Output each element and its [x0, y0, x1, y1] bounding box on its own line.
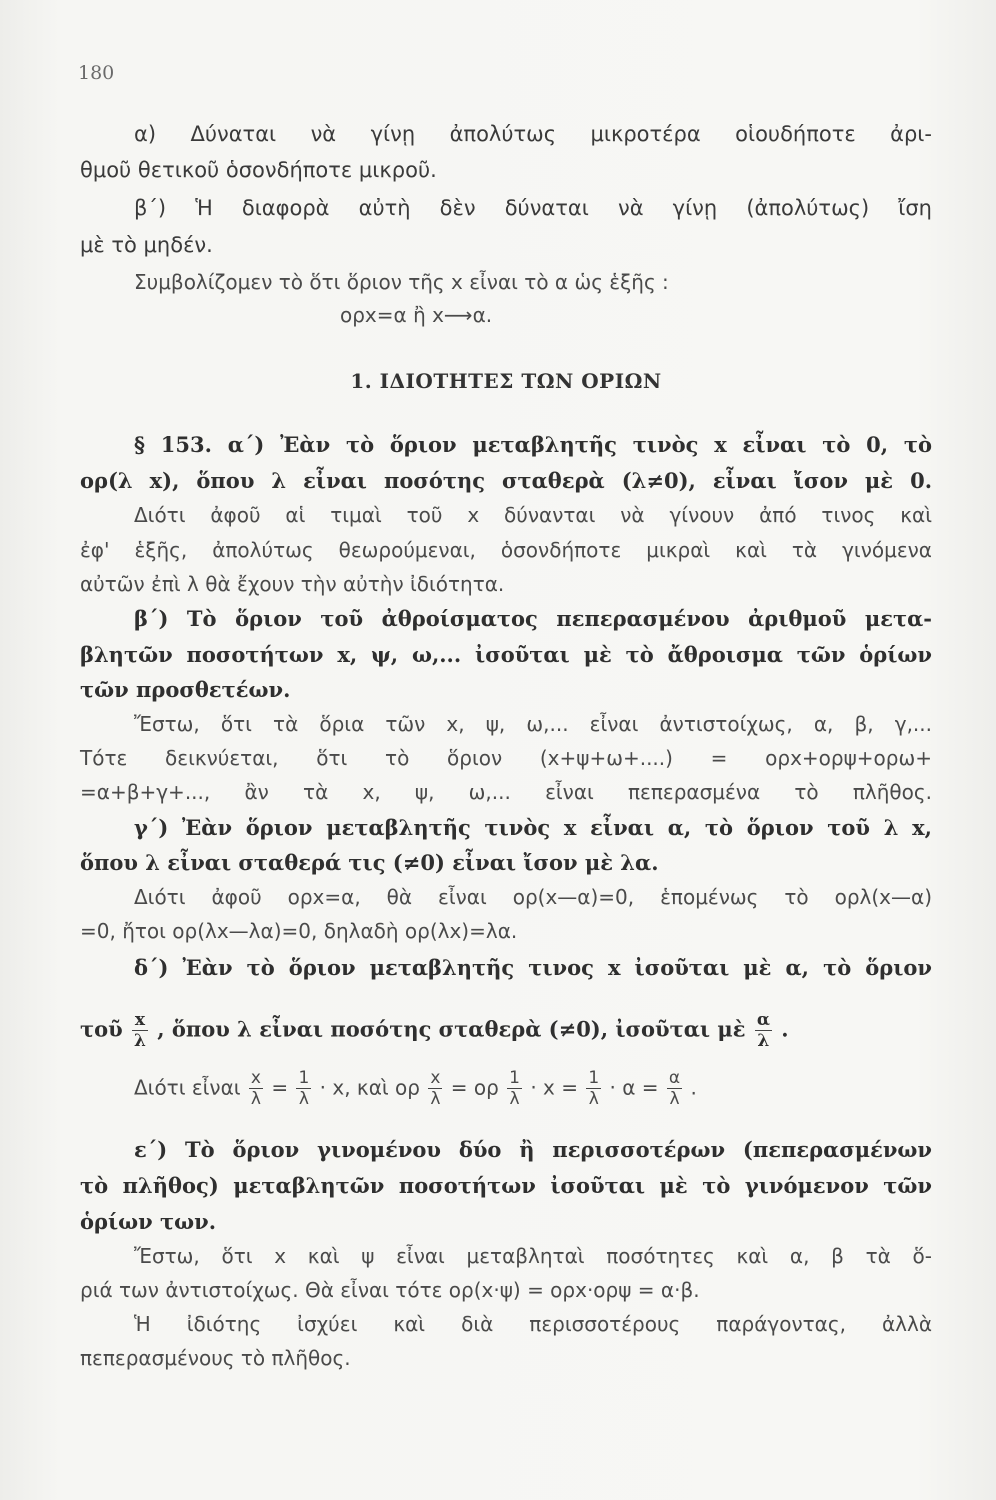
fraction-numerator: x — [250, 1068, 261, 1088]
fraction-numerator: α — [668, 1068, 681, 1088]
fraction — [507, 1070, 522, 1108]
text-segment: τοῦ — [80, 1016, 123, 1042]
text-line: τῶν προσθετέων. — [80, 677, 291, 702]
text-segment: · α = — [609, 1075, 659, 1100]
fraction-denominator: λ — [250, 1089, 261, 1109]
fraction-numerator: α — [756, 1010, 770, 1030]
fraction-denominator: λ — [430, 1089, 441, 1109]
fraction — [586, 1070, 601, 1108]
fraction-numerator: 1 — [588, 1068, 600, 1088]
fraction-denominator: λ — [757, 1031, 770, 1051]
text-segment: = ορ — [450, 1075, 499, 1100]
text-segment: , ὅπου λ εἶναι ποσότης σταθερὰ (≠0), ἰσοῦται μὲ — [157, 1016, 746, 1042]
fraction-denominator: λ — [509, 1089, 520, 1109]
text-line: § 153. α΄) Ἐὰν τὸ ὅριον μεταβλητῆς τινὸς x εἶναι τὸ 0, τὸ — [134, 432, 932, 457]
text-line: Ἔστω, ὅτι τὰ ὅρια τῶν x, ψ, ω,... εἶναι ἀντιστοίχως, α, β, γ,... — [134, 712, 932, 736]
text-segment: Διότι εἶναι — [134, 1075, 241, 1100]
fraction-denominator: λ — [669, 1089, 680, 1109]
text-line: β΄) Ἡ διαφορὰ αὐτὴ δὲν δύναται νὰ γίνῃ (ἀπολύτως) ἴση — [134, 196, 932, 220]
fraction-numerator: 1 — [298, 1068, 310, 1088]
fraction — [667, 1070, 682, 1108]
page-number: 180 — [78, 62, 115, 84]
text-segment: · x = — [530, 1075, 578, 1100]
text-line: ε΄) Τὸ ὅριον γινομένου δύο ἢ περισσοτέρων (πεπερασμένων — [134, 1137, 932, 1162]
text-line: πεπερασμένους τὸ πλῆθος. — [80, 1346, 351, 1370]
text-line: τὸ πλῆθος) μεταβλητῶν ποσοτήτων ἰσοῦται μὲ τὸ γινόμενον τῶν — [80, 1173, 932, 1198]
text-line: =0, ἤτοι ορ(λx—λα)=0, δηλαδὴ ορ(λx)=λα. — [80, 919, 518, 943]
text-segment: = — [271, 1075, 289, 1100]
text-line: Τότε δεικνύεται, ὅτι τὸ ὅριον (x+ψ+ω+....) = ορx+ορψ+ορω+ — [80, 746, 932, 770]
fraction-numerator: x — [430, 1068, 441, 1088]
text-line: ὅπου λ εἶναι σταθερά τις (≠0) εἶναι ἴσον μὲ λα. — [80, 850, 659, 875]
text-line: β΄) Τὸ ὅριον τοῦ ἀθροίσματος πεπερασμένου ἀριθμοῦ μετα- — [134, 606, 932, 631]
text-line: Ἡ ἰδιότης ἰσχύει καὶ διὰ περισσοτέρους παράγοντας, ἀλλὰ — [134, 1312, 932, 1336]
text-segment: · x, καὶ ορ — [319, 1075, 420, 1100]
text-line: βλητῶν ποσοτήτων x, ψ, ω,... ἰσοῦται μὲ τὸ ἄθροισμα τῶν ὁρίων — [80, 642, 932, 667]
text-line: ἐφ' ἑξῆς, ἀπολύτως θεωρούμεναι, ὁσονδήποτε μικραὶ καὶ τὰ γινόμενα — [80, 538, 932, 562]
fraction — [296, 1070, 311, 1108]
text-line: μὲ τὸ μηδέν. — [80, 233, 213, 257]
text-line: δ΄) Ἐὰν τὸ ὅριον μεταβλητῆς τινος x ἰσοῦται μὲ α, τὸ ὅριον — [134, 955, 932, 980]
fraction-denominator: λ — [298, 1089, 309, 1109]
text-line: αὐτῶν ἐπὶ λ θὰ ἔχουν τὴν αὐτὴν ἰδιότητα. — [80, 572, 505, 596]
text-line: ριά των ἀντιστοίχως. Θὰ εἶναι τότε ορ(x·ψ) = ορx·ορψ = α·β. — [80, 1278, 700, 1302]
text-line: α) Δύναται νὰ γίνῃ ἀπολύτως μικροτέρα οἱουδήποτε ἀρι- — [134, 122, 932, 146]
text-segment: . — [690, 1075, 697, 1100]
section-heading: 1. ΙΔΙΟΤΗΤΕΣ ΤΩΝ ΟΡΙΩΝ — [350, 369, 662, 393]
fraction-denominator: λ — [588, 1089, 599, 1109]
text-line: ὁρίων των. — [80, 1209, 217, 1234]
fraction — [428, 1070, 442, 1108]
fraction — [249, 1070, 263, 1108]
text-line-with-fractions: τοῦ $\frac{x}{\lambda}$ , ὅπου λ εἶναι ποσότης σταθερὰ (≠0), ἰσοῦται μὲ $\frac{\alpha}{\lambda}$ . — [80, 1010, 789, 1051]
fraction-numerator: x — [132, 1012, 148, 1031]
text-line: Διότι ἀφοῦ ορx=α, θὰ εἶναι ορ(x—α)=0, ἑπομένως τὸ ορλ(x—α) — [134, 885, 932, 909]
formula-line — [134, 1070, 986, 1108]
text-line: γ΄) Ἐὰν ὅριον μεταβλητῆς τινὸς x εἶναι α, τὸ ὅριον τοῦ λ x, — [134, 815, 932, 840]
text-line: ορ(λ x), ὅπου λ εἶναι ποσότης σταθερὰ (λ≠0), εἶναι ἴσον μὲ 0. — [80, 468, 932, 493]
text-line: Διότι ἀφοῦ αἱ τιμαὶ τοῦ x δύνανται νὰ γίνουν ἀπό τινος καὶ — [134, 503, 932, 527]
fraction-numerator: 1 — [509, 1068, 520, 1088]
fraction — [132, 1012, 148, 1050]
text-line: Συμβολίζομεν τὸ ὅτι ὅριον τῆς x εἶναι τὸ α ὡς ἑξῆς : — [134, 270, 669, 294]
formula-line: ορx=α ἢ x⟶α. — [340, 303, 493, 327]
fraction — [755, 1012, 772, 1050]
text-line: θμοῦ θετικοῦ ὁσονδήποτε μικροῦ. — [80, 158, 437, 182]
text-line: Ἔστω, ὅτι x καὶ ψ εἶναι μεταβληταὶ ποσότητες καὶ α, β τὰ ὅ- — [134, 1244, 932, 1268]
fraction-denominator: λ — [134, 1031, 146, 1051]
text-line: =α+β+γ+..., ἂν τὰ x, ψ, ω,... εἶναι πεπερασμένα τὸ πλῆθος. — [80, 780, 932, 804]
